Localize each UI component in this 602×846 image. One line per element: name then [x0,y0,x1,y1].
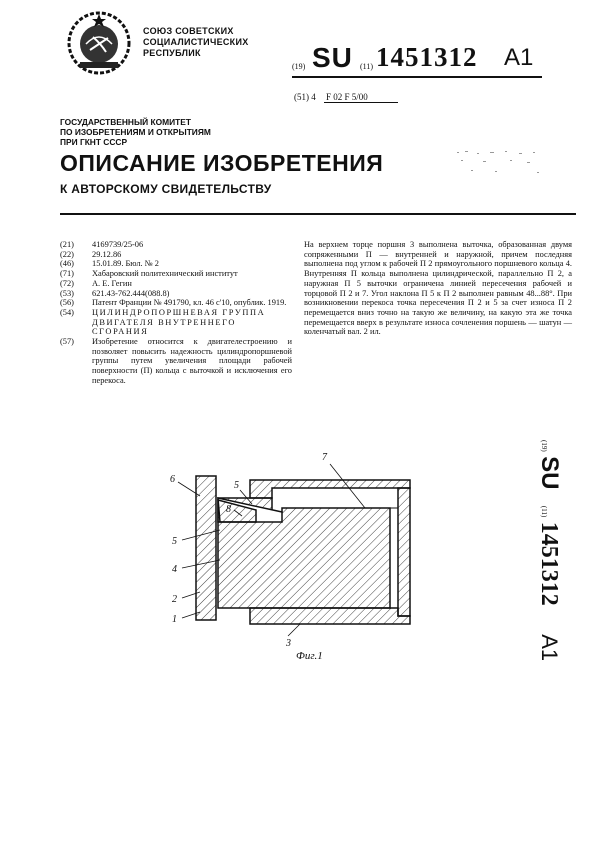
bibliographic-data [60,240,292,386]
callout-2: 2 [172,594,177,605]
org-line: СОЮЗ СОВЕТСКИХ [143,26,234,36]
committee-line: ГОСУДАРСТВЕННЫЙ КОМИТЕТ [60,117,191,127]
piston-cross-section-drawing [160,440,450,670]
field-code: (72) [60,278,74,288]
piston-top [250,480,410,498]
document-title: ОПИСАНИЕ ИЗОБРЕТЕНИЯ [60,150,384,176]
vertical-patent-identifier [533,440,563,680]
cylinder-wall [196,476,216,620]
abstract-continuation: На верхнем торце поршня 3 выполнена выточка, образованная двумя сопряженными П — внутренней и наружной, причем последняя выполнена под углом к рабочей П 2 прямоугольного поршневого кольца 4. Внутренняя П кольца выполнена цилиндрической, параллельно П 2, а наружная П 5 выточки ограничена линией пересечения рабочей и торцовой П 2 и 7. Угол наклона П 5 к П 2 выполнен равным 48...88°. При возникновении перекоса точка пересечения П 2 и 5 за счет износа П 2 перемещается вниз точно на такую же величину, на какую эта же точка перемещается вверх в результате износа сочленения поршень — шатун — коленчатый вал. 2 ил. [304,240,572,337]
biblio-row [60,308,292,337]
org-line: СОЦИАЛИСТИЧЕСКИХ [143,37,249,47]
callout-1: 1 [172,614,177,625]
header-rule [292,76,542,78]
ipc-classification [294,92,398,102]
title-rule [60,213,576,215]
vertical-patent-number: 1451312 [536,521,562,606]
biblio-row [60,337,292,386]
biblio-row [60,250,292,260]
org-line: РЕСПУБЛИК [143,48,201,58]
callout-8: 8 [226,504,231,515]
figure-caption: Фиг.1 [296,650,323,662]
stamp-smudge [455,148,545,182]
code-51: (51) 4 [294,92,316,102]
piston-right-wall [398,488,410,616]
field-code: (46) [60,259,74,269]
ussr-emblem-icon [66,10,132,76]
committee-line: ПО ИЗОБРЕТЕНИЯМ И ОТКРЫТИЯМ [60,127,211,137]
field-code: (57) [60,337,74,347]
vertical-code-11: (11) [540,505,548,518]
committee-name [60,117,211,147]
patent-identifier [292,42,592,78]
field-code: (56) [60,298,74,308]
committee-line: ПРИ ГКНТ СССР [60,137,128,147]
biblio-row [60,269,292,279]
country-code: SU [312,42,353,73]
field-code: (54) [60,307,74,317]
field-code: (22) [60,249,74,259]
vertical-kind-code: A1 [537,634,562,662]
biblio-row [60,279,292,289]
field-value: А. Е. Гегин [92,278,132,288]
callout-5: 5 [172,536,177,547]
callout-5-top: 5 [234,480,239,491]
organization-name [143,26,263,59]
field-code: (21) [60,240,74,249]
callout-7: 7 [322,452,327,463]
vertical-country-code: SU [536,456,563,490]
field-code: (71) [60,269,74,279]
callout-4: 4 [172,564,177,575]
invention-title: ЦИЛИНДРОПОРШНЕВАЯ ГРУППА ДВИГАТЕЛЯ ВНУТРЕННЕГО СГОРАНИЯ [92,307,266,337]
abstract-start: Изобретение относится к двигателестроению и позволяет повысить надежность цилиндропоршневой группы путем увеличения площади рабочей поверхности (П) кольца с выточкой и исключения его перекоса. [92,337,292,385]
field-value: 15.01.89. Бюл. № 2 [92,259,159,269]
callout-3: 3 [286,638,291,649]
code-19: (19) [292,62,306,71]
field-value: 29.12.86 [92,249,122,259]
field-value: 4169739/25-06 [92,240,144,249]
ipc-code: F 02 F 5/00 [324,92,398,103]
code-11: (11) [360,62,374,71]
biblio-row [60,289,292,299]
field-value: Патент Франции № 491790, кл. 46 с'10, опублик. 1919. [92,298,287,308]
field-value: 621.43-762.444(088.8) [92,288,170,298]
piston-bottom [250,608,410,624]
kind-code: A1 [504,44,534,71]
biblio-row [60,259,292,269]
field-code: (53) [60,288,74,298]
field-value: Хабаровский политехнический институт [92,269,238,279]
callout-6: 6 [170,474,175,485]
document-subtitle: К АВТОРСКОМУ СВИДЕТЕЛЬСТВУ [60,182,272,196]
patent-number: 1451312 [376,42,478,72]
biblio-row [60,240,292,250]
biblio-row [60,298,292,308]
vertical-code-19: (19) [540,440,548,452]
